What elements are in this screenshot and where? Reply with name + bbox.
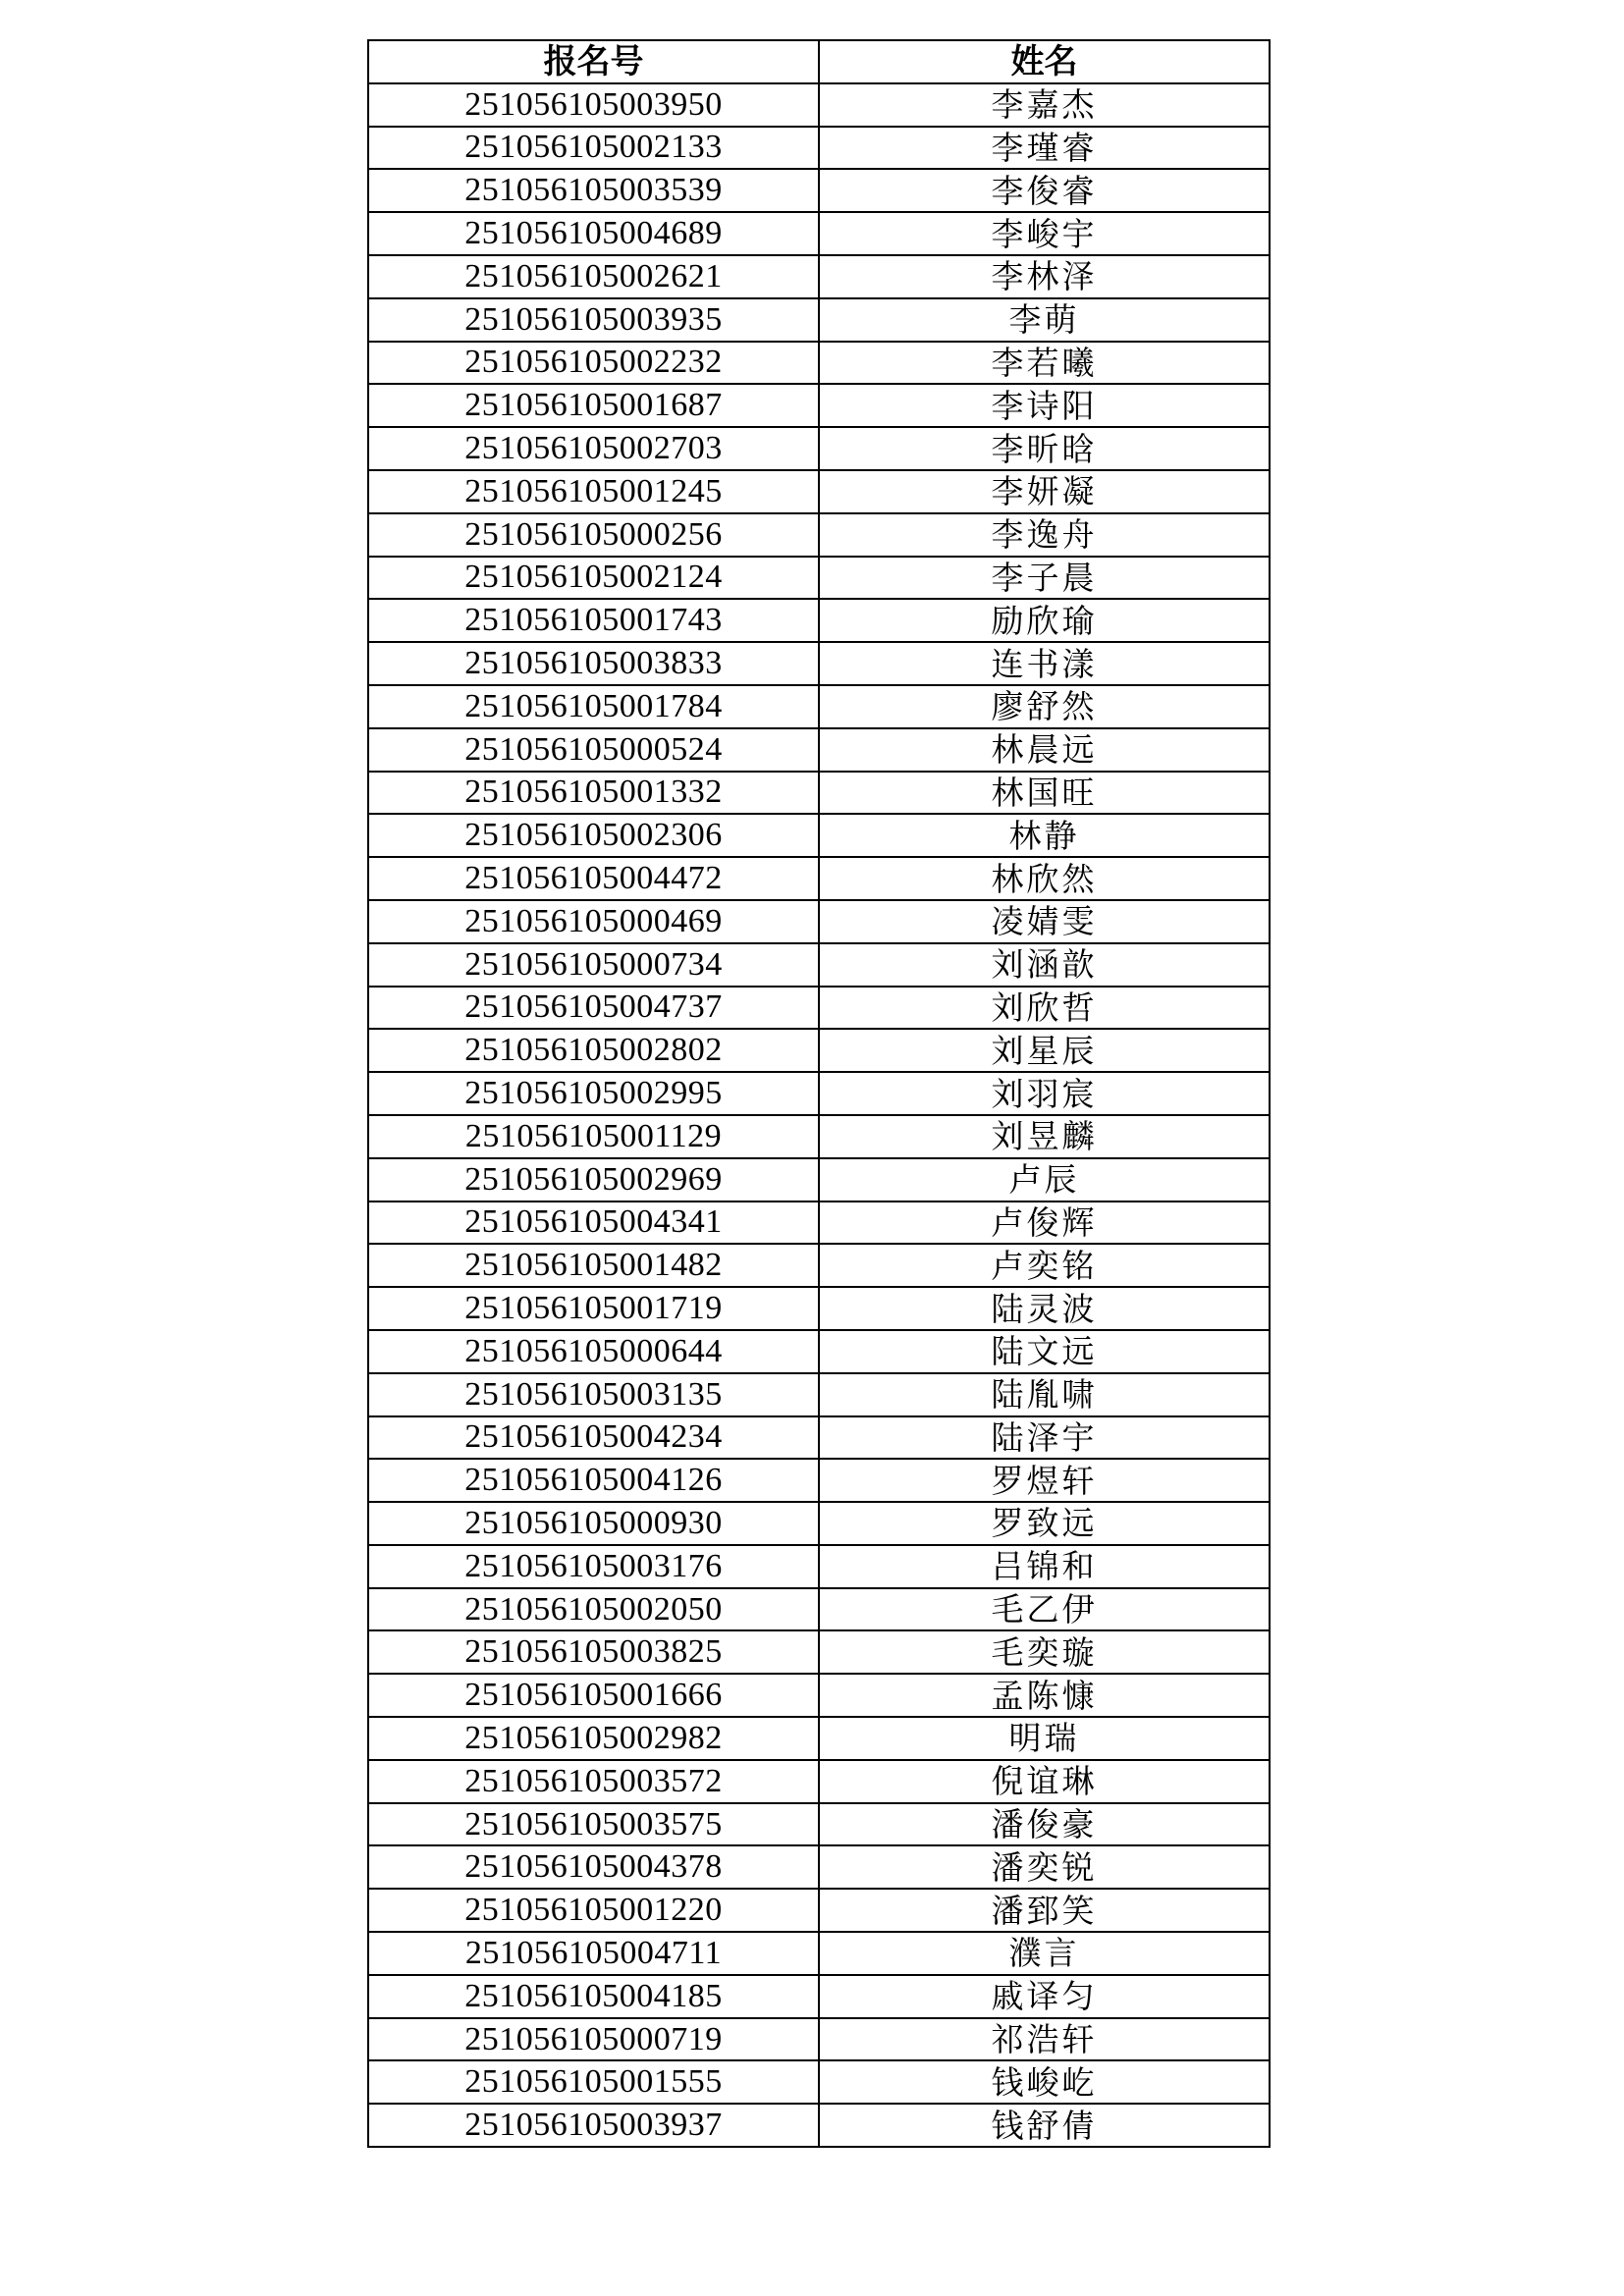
registration-number-cell: 251056105004689 <box>368 212 819 255</box>
table-row <box>368 255 1270 298</box>
name-cell: 钱峻屹 <box>819 2060 1270 2104</box>
name-cell: 潘郅笑 <box>819 1889 1270 1932</box>
name-cell: 李逸舟 <box>819 513 1270 557</box>
table-row <box>368 1760 1270 1803</box>
name-cell: 刘昱麟 <box>819 1115 1270 1158</box>
registration-number-cell: 251056105000644 <box>368 1330 819 1373</box>
name-cell: 毛奕璇 <box>819 1630 1270 1674</box>
table-row <box>368 1072 1270 1115</box>
registration-number-cell: 251056105001482 <box>368 1244 819 1287</box>
table-row <box>368 772 1270 815</box>
table-row <box>368 943 1270 987</box>
registration-number-cell: 251056105003135 <box>368 1373 819 1416</box>
column-header-name: 姓名 <box>819 40 1270 83</box>
table-row <box>368 599 1270 642</box>
registration-number-cell: 251056105000256 <box>368 513 819 557</box>
table-row <box>368 1975 1270 2018</box>
registration-number-cell: 251056105001245 <box>368 470 819 513</box>
document-page <box>367 39 1269 2148</box>
name-cell: 李昕晗 <box>819 427 1270 470</box>
table-row <box>368 857 1270 900</box>
registration-number-cell: 251056105003572 <box>368 1760 819 1803</box>
registration-number-cell: 251056105002969 <box>368 1158 819 1201</box>
registration-number-cell: 251056105003937 <box>368 2104 819 2147</box>
table-row <box>368 1287 1270 1330</box>
name-cell: 吕锦和 <box>819 1545 1270 1588</box>
registration-number-cell: 251056105004234 <box>368 1416 819 1460</box>
table-row <box>368 1201 1270 1245</box>
registration-number-cell: 251056105002995 <box>368 1072 819 1115</box>
table-row <box>368 470 1270 513</box>
registration-number-cell: 251056105003539 <box>368 169 819 212</box>
table-header-row <box>368 40 1270 83</box>
registration-number-cell: 251056105002306 <box>368 814 819 857</box>
registration-number-cell: 251056105003575 <box>368 1803 819 1846</box>
name-cell: 李妍凝 <box>819 470 1270 513</box>
table-row <box>368 1330 1270 1373</box>
registration-number-cell: 251056105002802 <box>368 1029 819 1072</box>
registration-number-cell: 251056105000524 <box>368 728 819 772</box>
table-row <box>368 2060 1270 2104</box>
table-row <box>368 2018 1270 2061</box>
name-cell: 陆泽宇 <box>819 1416 1270 1460</box>
table-row <box>368 1115 1270 1158</box>
table-row <box>368 169 1270 212</box>
name-cell: 祁浩轩 <box>819 2018 1270 2061</box>
table-row <box>368 384 1270 427</box>
name-cell: 李萌 <box>819 298 1270 342</box>
registration-number-cell: 251056105003825 <box>368 1630 819 1674</box>
registration-number-cell: 251056105004378 <box>368 1845 819 1889</box>
table-row <box>368 1244 1270 1287</box>
registration-number-cell: 251056105001220 <box>368 1889 819 1932</box>
registration-number-cell: 251056105001687 <box>368 384 819 427</box>
name-cell: 陆灵波 <box>819 1287 1270 1330</box>
name-cell: 明瑞 <box>819 1717 1270 1760</box>
registration-number-cell: 251056105002232 <box>368 342 819 385</box>
name-cell: 刘欣哲 <box>819 987 1270 1030</box>
registration-number-cell: 251056105003176 <box>368 1545 819 1588</box>
name-cell: 陆文远 <box>819 1330 1270 1373</box>
registration-number-cell: 251056105000930 <box>368 1502 819 1545</box>
registration-number-cell: 251056105001784 <box>368 685 819 728</box>
name-cell: 廖舒然 <box>819 685 1270 728</box>
registration-number-cell: 251056105001743 <box>368 599 819 642</box>
table-row <box>368 513 1270 557</box>
registration-number-cell: 251056105004711 <box>368 1932 819 1975</box>
table-row <box>368 1502 1270 1545</box>
table-row <box>368 814 1270 857</box>
table-row <box>368 1459 1270 1502</box>
name-cell: 林静 <box>819 814 1270 857</box>
table-row <box>368 1545 1270 1588</box>
name-cell: 潘俊豪 <box>819 1803 1270 1846</box>
name-cell: 卢辰 <box>819 1158 1270 1201</box>
table-row <box>368 1674 1270 1717</box>
name-cell: 卢俊辉 <box>819 1201 1270 1245</box>
name-cell: 刘羽宸 <box>819 1072 1270 1115</box>
registration-number-cell: 251056105001332 <box>368 772 819 815</box>
table-row <box>368 127 1270 170</box>
table-row <box>368 900 1270 943</box>
registration-table <box>367 39 1271 2148</box>
table-row <box>368 1588 1270 1631</box>
registration-number-cell: 251056105001719 <box>368 1287 819 1330</box>
table-row <box>368 987 1270 1030</box>
registration-number-cell: 251056105000734 <box>368 943 819 987</box>
table-row <box>368 1158 1270 1201</box>
table-row <box>368 298 1270 342</box>
name-cell: 李俊睿 <box>819 169 1270 212</box>
table-row <box>368 1803 1270 1846</box>
table-row <box>368 1717 1270 1760</box>
registration-number-cell: 251056105002133 <box>368 127 819 170</box>
name-cell: 连书漾 <box>819 642 1270 685</box>
table-row <box>368 83 1270 127</box>
registration-number-cell: 251056105000719 <box>368 2018 819 2061</box>
table-row <box>368 2104 1270 2147</box>
name-cell: 罗致远 <box>819 1502 1270 1545</box>
registration-number-cell: 251056105001666 <box>368 1674 819 1717</box>
table-row <box>368 342 1270 385</box>
registration-number-cell: 251056105002124 <box>368 557 819 600</box>
registration-number-cell: 251056105003950 <box>368 83 819 127</box>
registration-number-cell: 251056105004472 <box>368 857 819 900</box>
name-cell: 李林泽 <box>819 255 1270 298</box>
table-body <box>368 83 1270 2147</box>
registration-number-cell: 251056105004341 <box>368 1201 819 1245</box>
name-cell: 励欣瑜 <box>819 599 1270 642</box>
registration-number-cell: 251056105003833 <box>368 642 819 685</box>
registration-number-cell: 251056105004126 <box>368 1459 819 1502</box>
name-cell: 林国旺 <box>819 772 1270 815</box>
name-cell: 戚译匀 <box>819 1975 1270 2018</box>
table-row <box>368 1932 1270 1975</box>
name-cell: 林欣然 <box>819 857 1270 900</box>
table-row <box>368 642 1270 685</box>
name-cell: 李嘉杰 <box>819 83 1270 127</box>
table-row <box>368 1630 1270 1674</box>
table-row <box>368 1029 1270 1072</box>
table-row <box>368 1845 1270 1889</box>
name-cell: 孟陈慷 <box>819 1674 1270 1717</box>
name-cell: 李子晨 <box>819 557 1270 600</box>
name-cell: 李若曦 <box>819 342 1270 385</box>
table-row <box>368 557 1270 600</box>
name-cell: 倪谊琳 <box>819 1760 1270 1803</box>
registration-number-cell: 251056105002050 <box>368 1588 819 1631</box>
name-cell: 刘星辰 <box>819 1029 1270 1072</box>
registration-number-cell: 251056105000469 <box>368 900 819 943</box>
name-cell: 卢奕铭 <box>819 1244 1270 1287</box>
registration-number-cell: 251056105002703 <box>368 427 819 470</box>
table-row <box>368 728 1270 772</box>
table-row <box>368 1416 1270 1460</box>
registration-number-cell: 251056105002621 <box>368 255 819 298</box>
column-header-registration-number: 报名号 <box>368 40 819 83</box>
registration-number-cell: 251056105002982 <box>368 1717 819 1760</box>
name-cell: 李峻宇 <box>819 212 1270 255</box>
registration-number-cell: 251056105003935 <box>368 298 819 342</box>
name-cell: 罗煜轩 <box>819 1459 1270 1502</box>
name-cell: 濮言 <box>819 1932 1270 1975</box>
name-cell: 潘奕锐 <box>819 1845 1270 1889</box>
name-cell: 陆胤啸 <box>819 1373 1270 1416</box>
registration-number-cell: 251056105001555 <box>368 2060 819 2104</box>
name-cell: 凌婧雯 <box>819 900 1270 943</box>
registration-number-cell: 251056105004185 <box>368 1975 819 2018</box>
table-row <box>368 427 1270 470</box>
table-row <box>368 212 1270 255</box>
table-row <box>368 1373 1270 1416</box>
name-cell: 李瑾睿 <box>819 127 1270 170</box>
registration-number-cell: 251056105001129 <box>368 1115 819 1158</box>
name-cell: 李诗阳 <box>819 384 1270 427</box>
table-row <box>368 685 1270 728</box>
name-cell: 林晨远 <box>819 728 1270 772</box>
table-row <box>368 1889 1270 1932</box>
name-cell: 毛乙伊 <box>819 1588 1270 1631</box>
name-cell: 刘涵歆 <box>819 943 1270 987</box>
registration-number-cell: 251056105004737 <box>368 987 819 1030</box>
name-cell: 钱舒倩 <box>819 2104 1270 2147</box>
